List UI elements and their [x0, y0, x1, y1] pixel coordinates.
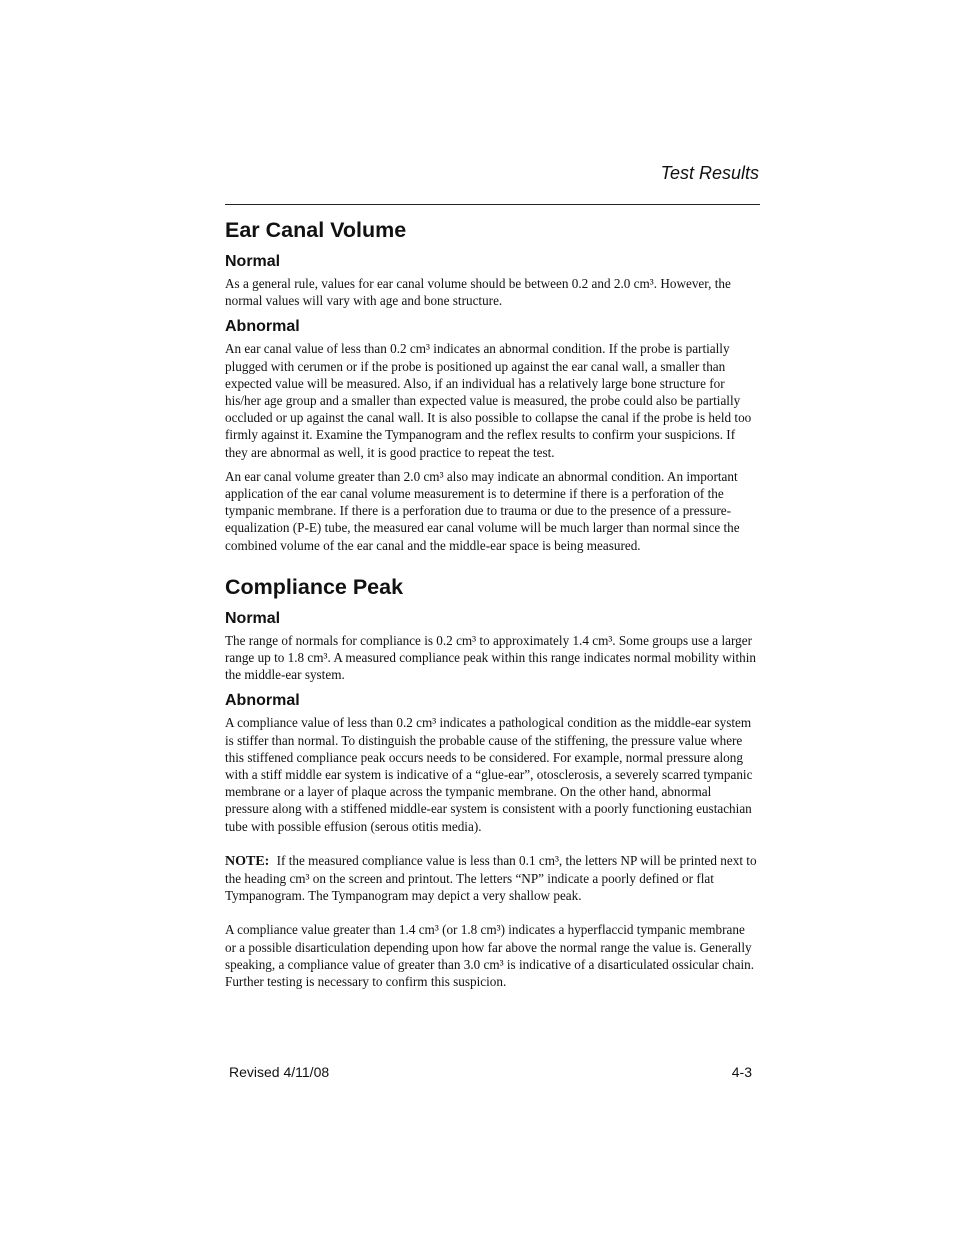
- section-title-compliance-peak: Compliance Peak: [225, 574, 404, 599]
- note-label: NOTE:: [225, 853, 270, 869]
- note-text: If the measured compliance value is less than 0.1 cm³, the letters NP will be printed next to the heading cm³ on the screen and printout. The letters “NP” indicate a poorly defined or flat Tympanogram. The Tympanogram may depict a very shallow peak.: [225, 852, 757, 904]
- subheading-ear-canal-abnormal: Abnormal: [225, 318, 300, 336]
- header-rule: [225, 204, 760, 205]
- note-paragraph: [225, 852, 757, 905]
- paragraph-compliance-normal: The range of normals for compliance is 0.2 cm³ to approximately 1.4 cm³. Some groups use a larger range up to 1.8 cm³. A measured compliance peak within this range indicates normal mobility within the middle-ear system.: [225, 632, 756, 683]
- footer-revised-date: Revised 4/11/08: [229, 1064, 330, 1080]
- paragraph-ear-canal-abnormal-2: An ear canal volume greater than 2.0 cm³ also may indicate an abnormal condition. An important application of the ear canal volume measurement is to determine if there is a perforation of the tympanic membrane. If there is a perforation due to trauma or due to the presence of a pressure-equalization (P-E) tube, the measured ear canal volume will be much larger than normal since the combined volume of the ear canal and the middle-ear space is being measured.: [225, 468, 740, 553]
- subheading-ear-canal-normal: Normal: [225, 253, 281, 270]
- subheading-compliance-abnormal: Abnormal: [225, 692, 300, 710]
- page-content: [225, 216, 757, 997]
- running-header: Test Results: [660, 163, 759, 183]
- paragraph-compliance-abnormal-1: A compliance value of less than 0.2 cm³ indicates a pathological condition as the middle-ear system is stiffer than normal. To distinguish the probable cause of the stiffening, the pressure value where this stiffened compliance peak occurs needs to be considered. For example, normal pressure along with a stiff middle ear system is indicative of a “glue-ear”, otosclerosis, a severely scarred tympanic membrane or a layer of plaque across the tympanic membrane. On the other hand, abnormal pressure along with a stiffened middle-ear system is consistent with a poorly functioning eustachian tube with possible effusion (serous otitis media).: [225, 715, 753, 834]
- paragraph-compliance-abnormal-2: A compliance value greater than 1.4 cm³ (or 1.8 cm³) indicates a hyperflaccid tympanic membrane or a possible disarticulation depending upon how far above the normal range the value is. Generally speaking, a compliance value of greater than 3.0 cm³ is indicative of a disarticulated ossicular chain. Further testing is necessary to confirm this suspicion.: [225, 922, 755, 990]
- section-title-ear-canal-volume: Ear Canal Volume: [225, 218, 407, 242]
- paragraph-ear-canal-abnormal-1: An ear canal value of less than 0.2 cm³ indicates an abnormal condition. If the probe is partially plugged with cerumen or if the probe is positioned up against the ear canal wall, a smaller than expected value will be measured. Also, if an individual has a relatively large bone structure for his/her age group and a smaller than expected value is measured, the probe could also be partially occluded or up against the canal wall. It is also possible to collapse the canal if the probe is held too firmly against it. Examine the Tympanogram and the reflex results to confirm your suspicions. If they are abnormal as well, it is good practice to repeat the test.: [225, 341, 752, 460]
- subheading-compliance-normal: Normal: [225, 609, 281, 627]
- paragraph-ear-canal-normal: As a general rule, values for ear canal volume should be between 0.2 and 2.0 cm³. However, the normal values will vary with age and bone structure.: [225, 276, 731, 309]
- footer-page-number: 4-3: [731, 1064, 752, 1080]
